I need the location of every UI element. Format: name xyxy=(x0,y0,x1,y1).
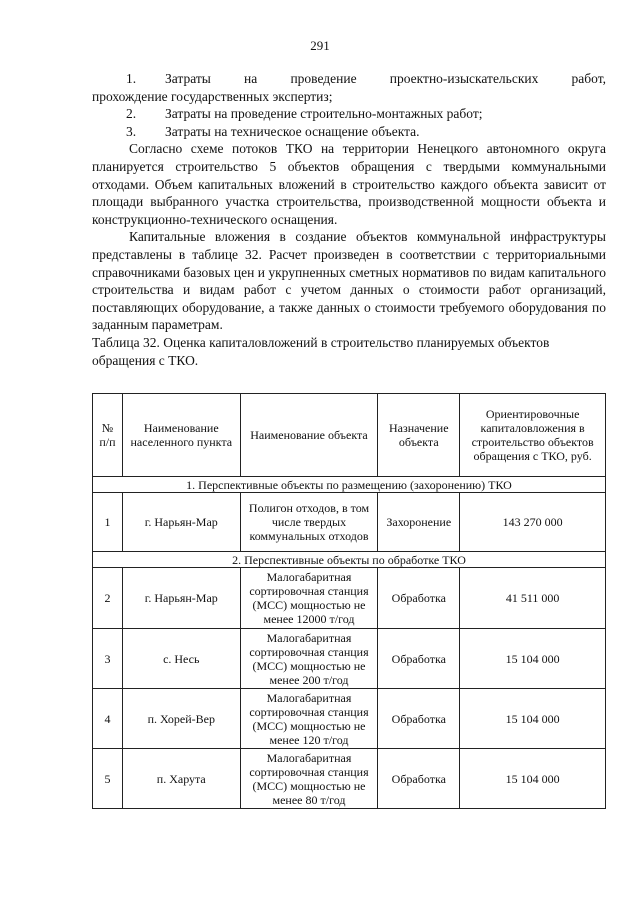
table-row xyxy=(93,629,606,689)
list-text: Затраты на проведение строительно-монтажных работ; xyxy=(165,106,483,122)
section-title: 1. Перспективные объекты по размещению (захоронению) ТКО xyxy=(93,477,606,493)
cell-cost: 15 104 000 xyxy=(460,629,606,689)
capital-investment-table xyxy=(92,393,606,809)
paragraph: Капитальные вложения в создание объектов коммунальной инфраструктуры представлены в таблице 32. Расчет произведен в соответствии с территориальными справочниками базовых цен и укрупненных сметных нормативов по видам капитального строительства и видам работ с учетом данных о стоимости работ организаций, поставляющих оборудование, а также данных о стоимости требуемого оборудования по заданным параметрам. xyxy=(92,229,606,333)
header-num: № п/п xyxy=(93,394,123,477)
list-item xyxy=(92,70,606,88)
body-text xyxy=(92,70,606,369)
cell-settlement: п. Харута xyxy=(122,749,240,809)
cell-settlement: г. Нарьян-Мар xyxy=(122,493,240,552)
cell-purpose: Захоронение xyxy=(378,493,460,552)
table-header-row xyxy=(93,394,606,477)
cell-settlement: г. Нарьян-Мар xyxy=(122,568,240,629)
section-row xyxy=(93,552,606,568)
header-object: Наименование объекта xyxy=(240,394,378,477)
cell-num: 1 xyxy=(93,493,123,552)
cell-cost: 143 270 000 xyxy=(460,493,606,552)
table-row xyxy=(93,493,606,552)
cell-cost: 15 104 000 xyxy=(460,749,606,809)
list-item xyxy=(92,123,606,141)
header-settlement: Наименование населенного пункта xyxy=(122,394,240,477)
cell-object: Малогабаритная сортировочная станция (МСС) мощностью не менее 200 т/год xyxy=(240,629,378,689)
list-number: 3. xyxy=(126,123,137,139)
cell-num: 4 xyxy=(93,689,123,749)
list-number: 1. xyxy=(126,71,137,86)
table-caption: Таблица 32. Оценка капиталовложений в строительство планируемых объектов обращения с ТКО. xyxy=(92,334,550,368)
cell-object: Полигон отходов, в том числе твердых коммунальных отходов xyxy=(240,493,378,552)
table-row xyxy=(93,749,606,809)
list-number: 2. xyxy=(126,106,137,122)
list-item xyxy=(92,105,606,123)
cell-num: 2 xyxy=(93,568,123,629)
cell-object: Малогабаритная сортировочная станция (МСС) мощностью не менее 120 т/год xyxy=(240,689,378,749)
cell-purpose: Обработка xyxy=(378,689,460,749)
paragraph: Согласно схеме потоков ТКО на территории Ненецкого автономного округа планируется строительство 5 объектов обращения с твердыми коммунальными отходами. Объем капитальных вложений в строительство каждого объекта зависит от площади выбранного участка строительства, производственной мощности объекта и конструкционно-технического оснащения. xyxy=(92,141,606,227)
cell-purpose: Обработка xyxy=(378,749,460,809)
cell-cost: 41 511 000 xyxy=(460,568,606,629)
cell-purpose: Обработка xyxy=(378,629,460,689)
list-text: Затраты на проведение проектно-изыскательских работ, xyxy=(165,71,606,86)
cell-settlement: п. Хорей-Вер xyxy=(122,689,240,749)
cell-cost: 15 104 000 xyxy=(460,689,606,749)
list-continuation: прохождение государственных экспертиз; xyxy=(92,88,333,104)
page-number: 291 xyxy=(310,38,330,53)
section-title: 2. Перспективные объекты по обработке ТКО xyxy=(93,552,606,568)
cell-num: 3 xyxy=(93,629,123,689)
cell-object: Малогабаритная сортировочная станция (МСС) мощностью не менее 80 т/год xyxy=(240,749,378,809)
section-row xyxy=(93,477,606,493)
cell-purpose: Обработка xyxy=(378,568,460,629)
cell-settlement: с. Несь xyxy=(122,629,240,689)
table-row xyxy=(93,568,606,629)
cell-object: Малогабаритная сортировочная станция (МСС) мощностью не менее 12000 т/год xyxy=(240,568,378,629)
list-text: Затраты на техническое оснащение объекта. xyxy=(165,123,420,139)
header-cost: Ориентировочные капиталовложения в строительство объектов обращения с ТКО, руб. xyxy=(460,394,606,477)
header-purpose: Назначение объекта xyxy=(378,394,460,477)
table-row xyxy=(93,689,606,749)
cell-num: 5 xyxy=(93,749,123,809)
